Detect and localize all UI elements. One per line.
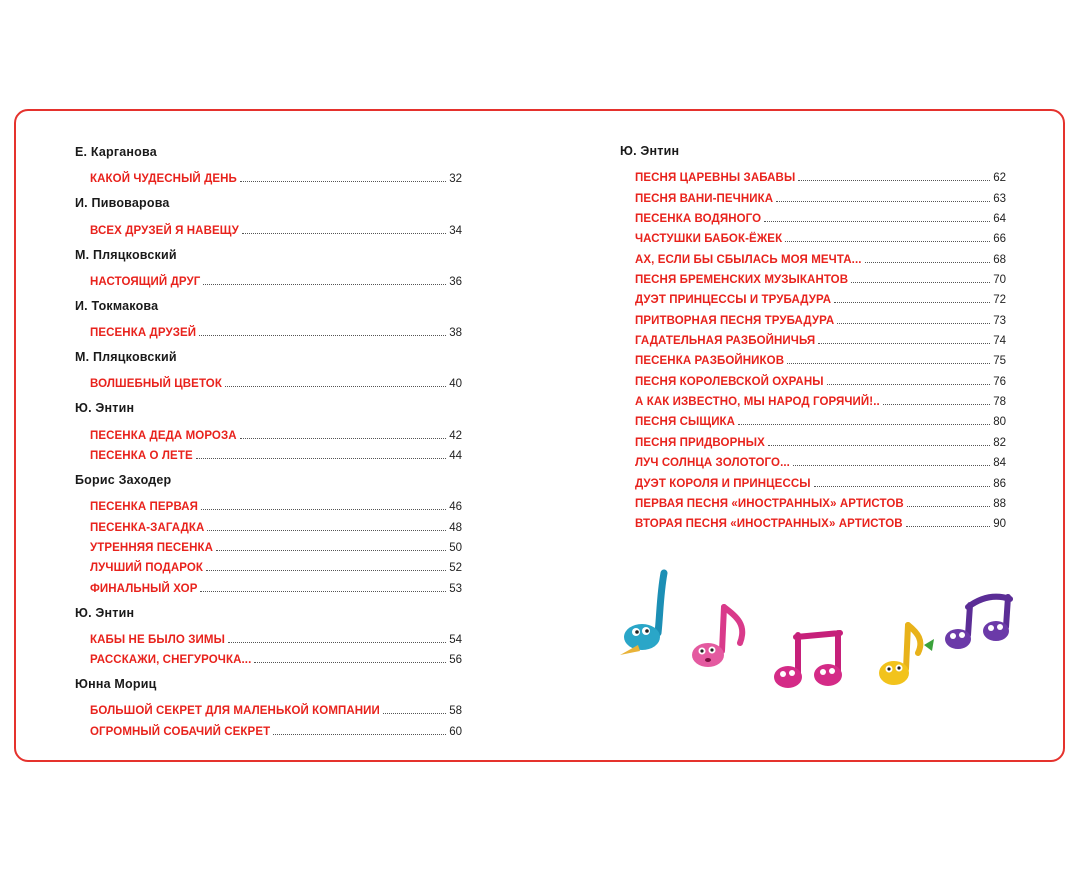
song-title: ДУЭТ КОРОЛЯ И ПРИНЦЕССЫ [635,477,811,490]
page-number: 80 [993,416,1006,429]
toc-right-column [620,144,1006,541]
song-title: ПЕСЕНКА ДЕДА МОРОЗА [90,429,237,442]
toc-entry[interactable] [75,574,462,594]
song-title: ПЕСНЯ ПРИДВОРНЫХ [635,436,765,449]
dot-leader [242,233,446,234]
dot-leader [201,509,446,510]
page-number: 38 [449,327,462,340]
toc-entry[interactable] [620,408,1006,428]
toc-entry[interactable] [620,306,1006,326]
toc-entry[interactable] [620,184,1006,204]
page-number: 34 [449,224,462,237]
song-title: ВСЕХ ДРУЗЕЙ Я НАВЕЩУ [90,224,239,237]
author-section [75,145,462,185]
dot-leader [240,181,446,182]
toc-entry[interactable] [620,367,1006,387]
song-title: ПЕРВАЯ ПЕСНЯ «ИНОСТРАННЫХ» АРТИСТОВ [635,497,904,510]
author-name: М. Пляцковский [75,247,177,262]
dot-leader [216,550,446,551]
page-number: 63 [993,192,1006,205]
page-number: 73 [993,314,1006,327]
dot-leader [906,526,991,527]
song-title: ПЕСЕНКА ПЕРВАЯ [90,501,199,514]
page-number: 40 [449,378,462,391]
dot-leader [199,335,446,336]
song-title: ЧАСТУШКИ БАБОК-ЁЖЕК [635,233,783,246]
page-number: 76 [993,375,1006,388]
toc-entry[interactable] [75,717,462,737]
toc-entry[interactable] [75,216,462,236]
song-title: ПЕСНЯ БРЕМЕНСКИХ МУЗЫКАНТОВ [635,274,849,287]
song-title: АХ, ЕСЛИ БЫ СБЫЛАСЬ МОЯ МЕЧТА... [635,253,862,266]
pink-note-icon [692,607,742,667]
author-section [75,248,462,288]
page-number: 72 [993,294,1006,307]
dot-leader [383,713,446,714]
dot-leader [851,282,990,283]
toc-left-column [75,145,462,749]
toc-entry[interactable] [75,319,462,339]
toc-entry[interactable] [620,205,1006,225]
author-name: Борис Заходер [75,473,172,488]
dot-leader [793,465,990,466]
page-number: 50 [449,541,462,554]
song-title: УТРЕННЯЯ ПЕСЕНКА [90,541,213,554]
toc-entry[interactable] [75,442,462,462]
song-title: ПЕСЕНКА РАЗБОЙНИКОВ [635,355,785,368]
dot-leader [865,262,991,263]
song-title: А КАК ИЗВЕСТНО, МЫ НАРОД ГОРЯЧИЙ!.. [635,396,880,409]
dot-leader [787,363,990,364]
song-title: ПЕСЕНКА ДРУЗЕЙ [90,327,197,340]
page-number: 62 [993,172,1006,185]
author-section [75,196,462,236]
page-number: 46 [449,501,462,514]
song-title: НАСТОЯЩИЙ ДРУГ [90,275,201,288]
dot-leader [837,323,990,324]
author-section [75,401,462,462]
dot-leader [254,662,446,663]
dot-leader [228,642,446,643]
page-number: 60 [449,725,462,738]
page-number: 88 [993,497,1006,510]
toc-entry[interactable] [620,388,1006,408]
page-number: 56 [449,654,462,667]
author-section [75,677,462,738]
page-number: 86 [993,477,1006,490]
page-number: 66 [993,233,1006,246]
dot-leader [834,302,990,303]
dot-leader [768,445,990,446]
dot-leader [764,221,990,222]
song-title: ПЕСНЯ ЦАРЕВНЫ ЗАБАВЫ [635,172,796,185]
song-title: ПЕСНЯ КОРОЛЕВСКОЙ ОХРАНЫ [635,375,824,388]
page-number: 78 [993,396,1006,409]
song-title: ГАДАТЕЛЬНАЯ РАЗБОЙНИЧЬЯ [635,335,816,348]
song-title: РАССКАЖИ, СНЕГУРОЧКА... [90,654,252,667]
page-number: 53 [449,582,462,595]
dot-leader [827,384,991,385]
toc-entry[interactable] [75,268,462,288]
song-title: БОЛЬШОЙ СЕКРЕТ ДЛЯ МАЛЕНЬКОЙ КОМПАНИИ [90,705,380,718]
dot-leader [776,201,990,202]
author-section [75,473,462,594]
toc-entry[interactable] [620,428,1006,448]
page-number: 74 [993,335,1006,348]
song-title: ОГРОМНЫЙ СОБАЧИЙ СЕКРЕТ [90,725,271,738]
author-section [75,299,462,339]
music-notes-illustration [612,565,1032,700]
toc-entry[interactable] [75,493,462,513]
toc-entry[interactable] [620,449,1006,469]
toc-entry[interactable] [620,469,1006,489]
song-title: ПЕСЕНКА ВОДЯНОГО [635,213,762,226]
song-title: КАБЫ НЕ БЫЛО ЗИМЫ [90,633,225,646]
dot-leader [907,506,990,507]
toc-entry[interactable] [75,421,462,441]
page-number: 68 [993,253,1006,266]
toc-entry[interactable] [75,513,462,533]
song-title: ВТОРАЯ ПЕСНЯ «ИНОСТРАННЫХ» АРТИСТОВ [635,518,903,531]
page-number: 90 [993,518,1006,531]
page-number: 44 [449,450,462,463]
toc-entry[interactable] [75,646,462,666]
page-number: 75 [993,355,1006,368]
toc-entry[interactable] [620,510,1006,530]
toc-entry[interactable] [620,225,1006,245]
song-title: ФИНАЛЬНЫЙ ХОР [90,582,198,595]
author-name: М. Пляцковский [75,350,177,365]
dot-leader [883,404,990,405]
song-title: ПЕСЕНКА-ЗАГАДКА [90,521,205,534]
dot-leader [818,343,990,344]
dot-leader [200,591,446,592]
toc-entry[interactable] [75,534,462,554]
dot-leader [203,284,446,285]
page-number: 64 [993,213,1006,226]
song-title: ПЕСНЯ ВАНИ-ПЕЧНИКА [635,192,774,205]
song-title: ЛУЧШИЙ ПОДАРОК [90,562,204,575]
page-number: 42 [449,429,462,442]
author-name: И. Токмакова [75,298,159,313]
dot-leader [814,486,991,487]
song-title: ДУЭТ ПРИНЦЕССЫ И ТРУБАДУРА [635,294,832,307]
author-section [75,350,462,390]
toc-entry[interactable] [620,347,1006,367]
author-name: Ю. Энтин [75,605,135,620]
page-number: 70 [993,274,1006,287]
author-name: Е. Карганова [75,145,157,159]
page-number: 36 [449,275,462,288]
author-name: Ю. Энтин [75,401,135,416]
song-title: ПЕСНЯ СЫЩИКА [635,416,736,429]
song-title: ПЕСЕНКА О ЛЕТЕ [90,450,193,463]
song-title: ЛУЧ СОЛНЦА ЗОЛОТОГО... [635,457,790,470]
dot-leader [273,734,446,735]
page-number: 54 [449,633,462,646]
purple-double-note-icon [945,597,1010,649]
author-section [75,606,462,667]
author-name: Юнна Мориц [75,677,157,692]
toc-entry[interactable] [620,266,1006,286]
dot-leader [785,241,990,242]
dot-leader [738,424,990,425]
page-number: 52 [449,562,462,575]
page-number: 84 [993,457,1006,470]
dot-leader [798,180,990,181]
toc-entry[interactable] [75,165,462,185]
page-number: 58 [449,705,462,718]
page-number: 82 [993,436,1006,449]
toc-entry[interactable] [75,697,462,717]
magenta-double-note-icon [774,633,842,688]
author-section [620,144,1006,530]
song-title: КАКОЙ ЧУДЕСНЫЙ ДЕНЬ [90,173,237,186]
page-number: 48 [449,521,462,534]
author-name: Ю. Энтин [620,144,680,158]
toc-entry[interactable] [75,626,462,646]
yellow-note-icon [879,625,934,685]
dot-leader [207,530,446,531]
toc-entry[interactable] [620,286,1006,306]
toc-entry[interactable] [620,245,1006,265]
toc-entry[interactable] [620,490,1006,510]
song-title: ВОЛШЕБНЫЙ ЦВЕТОК [90,378,222,391]
blue-note-icon [620,573,664,655]
toc-entry[interactable] [75,370,462,390]
toc-entry[interactable] [75,554,462,574]
toc-entry[interactable] [620,164,1006,184]
dot-leader [240,438,447,439]
song-title: ПРИТВОРНАЯ ПЕСНЯ ТРУБАДУРА [635,314,835,327]
page-number: 32 [449,173,462,186]
dot-leader [196,458,446,459]
dot-leader [206,570,446,571]
dot-leader [225,386,446,387]
toc-entry[interactable] [620,327,1006,347]
author-name: И. Пивоварова [75,196,170,211]
